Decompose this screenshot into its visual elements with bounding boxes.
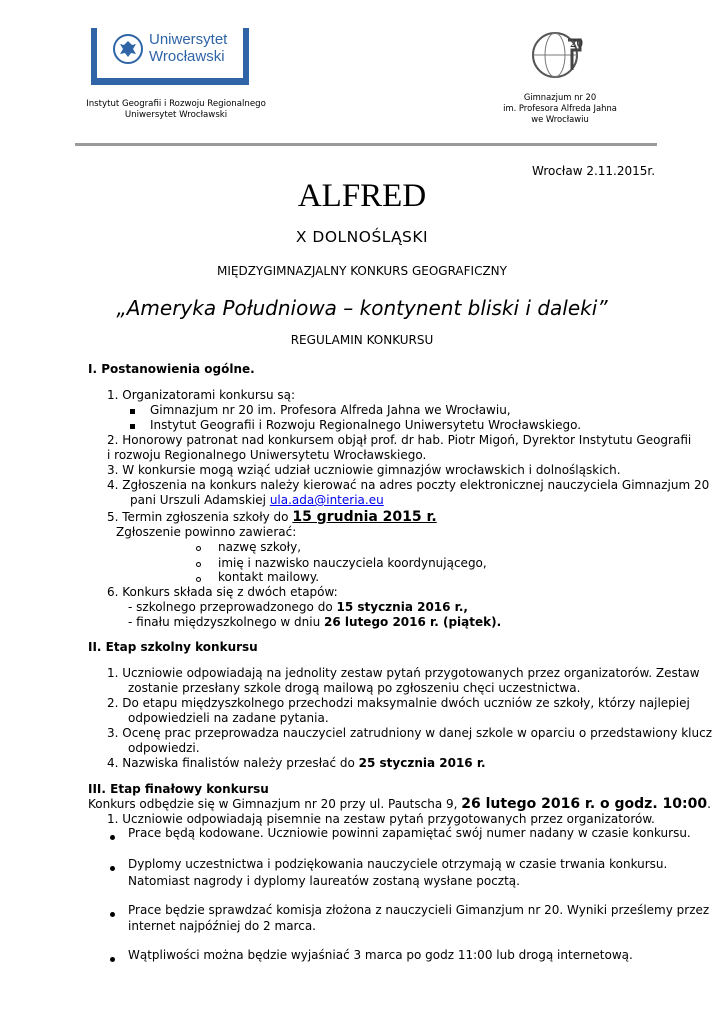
list-item: imię i nazwisko nauczyciela koordynującego,	[218, 556, 487, 570]
dot-bullet-icon	[110, 866, 115, 871]
list-item: i rozwoju Regionalnego Uniwersytetu Wrocławskiego.	[107, 448, 427, 462]
header-divider	[75, 143, 657, 146]
contest-theme: „Ameryka Południowa – kontynent bliski i daleki”	[116, 296, 608, 320]
list-bullet	[110, 860, 115, 875]
document-subtitle: X DOLNOŚLĄSKI	[295, 228, 429, 246]
square-bullet-icon	[130, 409, 135, 414]
document-title: ALFRED	[297, 178, 427, 214]
list-item	[107, 756, 486, 771]
school-logo-number: 20	[570, 35, 583, 50]
list-item: odpowiedzieli na zadane pytania.	[128, 711, 329, 725]
circle-bullet-icon	[196, 562, 201, 567]
university-logo-text: Uniwersytet Wrocławski	[149, 31, 228, 65]
list-item	[128, 600, 468, 615]
stage-text: - finału międzyszkolnego w dniu	[128, 615, 325, 629]
university-logo	[91, 28, 249, 85]
list-item: zostanie przesłany szkole drogą mailową po zgłoszeniu chęci uczestnictwa.	[128, 681, 581, 695]
list-item: Prace będzie sprawdzać komisja złożona z nauczycieli Gimanzjum nr 20. Wyniki prześlemy przez	[128, 903, 710, 917]
circle-bullet-icon	[196, 577, 201, 582]
document-date: Wrocław 2.11.2015r.	[532, 164, 656, 178]
list-bullet	[110, 906, 115, 921]
final-date: 26 lutego 2016 r. o godz. 10:00	[461, 796, 708, 812]
square-bullet-icon	[130, 424, 135, 429]
circle-bullet-icon	[196, 546, 201, 551]
final-intro-text: Konkurs odbędzie się w Gimnazjum nr 20 przy ul. Pautscha 9,	[88, 797, 462, 811]
final-intro	[88, 797, 711, 812]
eagle-seal-icon	[113, 34, 143, 64]
section-2-heading: II. Etap szkolny konkursu	[88, 640, 258, 654]
list-bullet	[196, 540, 201, 555]
list-item: Prace będą kodowane. Uczniowie powinni zapamiętać swój numer nadany w czasie konkursu.	[128, 826, 691, 840]
list-bullet	[196, 571, 201, 586]
dot-bullet-icon	[110, 957, 115, 962]
list-bullet	[110, 829, 115, 844]
list-item	[107, 510, 437, 525]
list-item: nazwę szkoły,	[218, 540, 302, 554]
list-bullet	[110, 951, 115, 966]
list-item: Wątpliwości można będzie wyjaśniać 3 marca po godz 11:00 lub drogą internetową.	[128, 948, 633, 962]
dot-bullet-icon	[110, 835, 115, 840]
list-item: odpowiedzi.	[128, 741, 200, 755]
list-item: 3. Ocenę prac przeprowadza nauczyciel zatrudniony w danej szkole w oparciu o przedstawiony klucz	[107, 726, 713, 740]
rules-heading: REGULAMIN KONKURSU	[290, 333, 434, 347]
list-item: kontakt mailowy.	[218, 570, 320, 584]
contest-name: MIĘDZYGIMNAZJALNY KONKURS GEOGRAFICZNY	[217, 264, 507, 278]
stage-date: 26 lutego 2016 r. (piątek).	[324, 615, 502, 629]
email-link[interactable]: ula.ada@interia.eu	[269, 493, 384, 507]
finalists-text: 4. Nazwiska finalistów należy przesłać do	[107, 756, 359, 770]
list-item: Natomiast nagrody i dyplomy laureatów zostaną wysłane pocztą.	[128, 874, 520, 888]
registration-deadline: 15 grudnia 2015 r.	[292, 509, 437, 525]
institute-address: Instytut Geografii i Rozwoju Regionalnego Uniwersytet Wrocławski	[86, 99, 266, 120]
list-item: 4. Zgłoszenia na konkurs należy kierować na adres poczty elektronicznej nauczyciela Gimnazjum 20	[107, 478, 710, 492]
list-item: 1. Uczniowie odpowiadają na jednolity zestaw pytań przygotowanych przez organizatorów. Zestaw	[107, 666, 700, 680]
list-item	[128, 615, 501, 630]
list-item: internet najpóźniej do 2 marca.	[128, 919, 316, 933]
list-item: Zgłoszenie powinno zawierać:	[116, 525, 297, 539]
list-bullet	[130, 418, 135, 433]
contact-text: pani Urszuli Adamskiej	[130, 493, 270, 507]
dot-bullet-icon	[110, 912, 115, 917]
section-1-heading: I. Postanowienia ogólne.	[88, 362, 255, 376]
list-item	[130, 493, 384, 508]
list-bullet	[196, 556, 201, 571]
final-intro-end: .	[707, 797, 711, 811]
section-3-heading: III. Etap finałowy konkursu	[88, 782, 269, 796]
list-item: 6. Konkurs składa się z dwóch etapów:	[107, 585, 338, 599]
list-item: Instytut Geografii i Rozwoju Regionalnego Uniwersytetu Wrocławskiego.	[150, 418, 582, 432]
list-item: Dyplomy uczestnictwa i podziękowania nauczyciele otrzymają w czasie trwania konkursu.	[128, 857, 668, 871]
list-item: 2. Do etapu międzyszkolnego przechodzi maksymalnie dwóch uczniów ze szkoły, którzy najlepiej	[107, 696, 690, 710]
stage-date: 15 stycznia 2016 r.,	[336, 600, 468, 614]
school-address: Gimnazjum nr 20 im. Profesora Alfreda Jahna we Wrocławiu	[503, 92, 617, 124]
deadline-text: 5. Termin zgłoszenia szkoły do	[107, 510, 293, 524]
list-item: 1. Organizatorami konkursu są:	[107, 388, 296, 402]
school-logo	[528, 28, 590, 83]
list-item: 2. Honorowy patronat nad konkursem objął prof. dr hab. Piotr Migoń, Dyrektor Instytutu Geografii	[107, 433, 692, 447]
list-bullet	[130, 403, 135, 418]
list-item: 3. W konkursie mogą wziąć udział uczniowie gimnazjów wrocławskich i dolnośląskich.	[107, 463, 621, 477]
stage-text: - szkolnego przeprowadzonego do	[128, 600, 337, 614]
list-item: Gimnazjum nr 20 im. Profesora Alfreda Jahna we Wrocławiu,	[150, 403, 511, 417]
finalists-deadline: 25 stycznia 2016 r.	[358, 756, 486, 770]
list-item: 1. Uczniowie odpowiadają pisemnie na zestaw pytań przygotowanych przez organizatorów.	[107, 812, 655, 826]
